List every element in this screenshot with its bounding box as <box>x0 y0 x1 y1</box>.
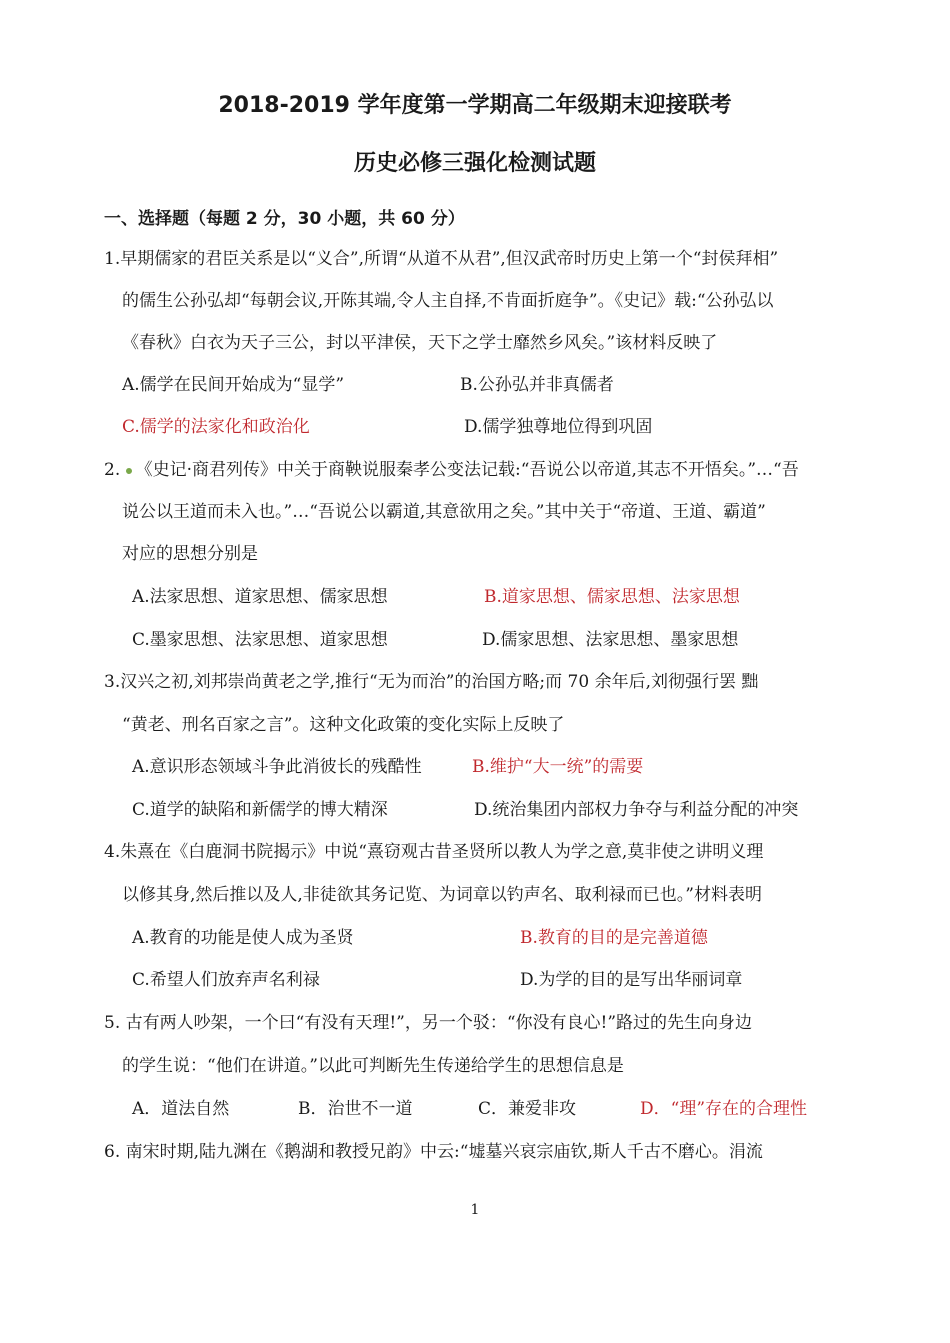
question-text: 以修其身,然后推以及人,非徒欲其务记览、为词章以钓声名、取利禄而已也。”材料表明 <box>122 885 762 905</box>
option-d: D.统治集团内部权力争夺与利益分配的冲突 <box>474 800 799 820</box>
option-a: A.意识形态领域斗争此消彼长的残酷性 <box>132 757 422 777</box>
option-d: D.儒家思想、法家思想、墨家思想 <box>482 630 739 650</box>
question-text: 6. 南宋时期,陆九渊在《鹅湖和教授兄韵》中云:“墟墓兴哀宗庙钦,斯人千古不磨心。涓流 <box>104 1142 763 1162</box>
page-number: 1 <box>470 1202 480 1218</box>
option-b-answer: B.教育的目的是完善道德 <box>520 928 708 948</box>
question-text <box>104 458 799 482</box>
option-b-answer: B.道家思想、儒家思想、法家思想 <box>484 587 740 607</box>
option-a: A．道法自然 <box>132 1099 230 1119</box>
question-text: 对应的思想分别是 <box>122 544 258 564</box>
exam-subtitle: 历史必修三强化检测试题 <box>353 151 596 176</box>
option-a: A.儒学在民间开始成为“显学” <box>122 375 345 395</box>
option-b: B.公孙弘并非真儒者 <box>460 375 614 395</box>
question-text: 5. 古有两人吵架，一个曰“有没有天理!”，另一个驳：“你没有良心!”路过的先生向身边 <box>104 1013 753 1033</box>
option-a: A.教育的功能是使人成为圣贤 <box>132 928 354 948</box>
comment-marker-icon <box>126 468 132 474</box>
option-c: C.道学的缺陷和新儒学的博大精深 <box>132 800 388 820</box>
option-d: D.儒学独尊地位得到巩固 <box>464 417 653 437</box>
option-a: A.法家思想、道家思想、儒家思想 <box>132 587 388 607</box>
option-d-answer: D．“理”存在的合理性 <box>640 1099 808 1119</box>
section-heading: 一、选择题（每题 2 分，30 小题，共 60 分） <box>104 209 465 229</box>
option-c: C.希望人们放弃声名利禄 <box>132 970 320 990</box>
option-c-answer: C.儒学的法家化和政治化 <box>122 417 310 437</box>
question-text: 的学生说：“他们在讲道。”以此可判断先生传递给学生的思想信息是 <box>122 1056 624 1076</box>
exam-title: 2018-2019 学年度第一学期高二年级期末迎接联考 <box>218 93 732 118</box>
question-text: 《春秋》白衣为天子三公，封以平津侯，天下之学士靡然乡风矣。”该材料反映了 <box>122 333 718 353</box>
question-text: 的儒生公孙弘却“每朝会议,开陈其端,令人主自择,不肯面折庭争”。《史记》载:“公孙弘以 <box>122 291 774 311</box>
question-text: 说公以王道而未入也。”…“吾说公以霸道,其意欲用之矣。”其中关于“帝道、王道、霸道” <box>122 502 766 522</box>
question-text: 1.早期儒家的君臣关系是以“义合”,所谓“从道不从君”,但汉武帝时历史上第一个“封侯拜相” <box>104 249 779 269</box>
question-text-line: 《史记·商君列传》中关于商鞅说服秦孝公变法记载:“吾说公以帝道,其志不开悟矣。”…“吾 <box>135 460 799 480</box>
question-text: 4.朱熹在《白鹿洞书院揭示》中说“熹窃观古昔圣贤所以教人为学之意,莫非使之讲明义理 <box>104 842 764 862</box>
question-number: 2. <box>104 460 121 480</box>
option-b-answer: B.维护“大一统”的需要 <box>472 757 644 777</box>
question-text: “黄老、刑名百家之言”。这种文化政策的变化实际上反映了 <box>122 715 565 735</box>
option-b: B．治世不一道 <box>298 1099 413 1119</box>
option-d: D.为学的目的是写出华丽词章 <box>520 970 743 990</box>
option-c: C．兼爱非攻 <box>478 1099 577 1119</box>
question-text: 3.汉兴之初,刘邦崇尚黄老之学,推行“无为而治”的治国方略;而 70 余年后,刘彻强行罢 黜 <box>104 672 759 692</box>
option-c: C.墨家思想、法家思想、道家思想 <box>132 630 388 650</box>
